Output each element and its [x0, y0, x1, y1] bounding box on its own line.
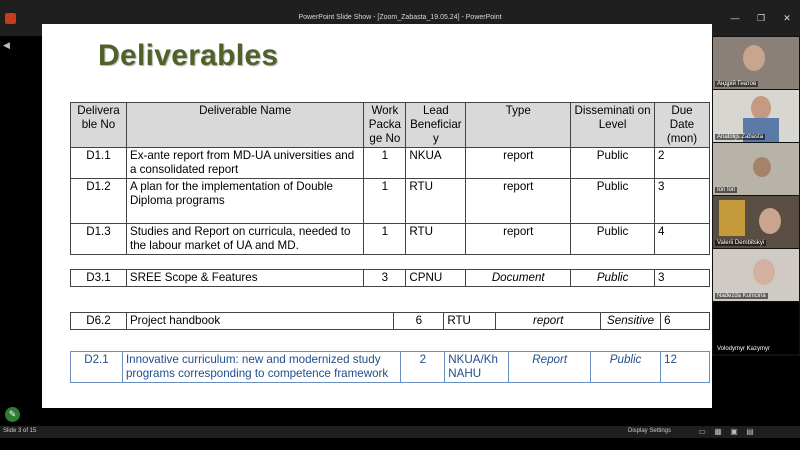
lead-beneficiary: RTU — [406, 224, 466, 255]
due-date: 12 — [661, 352, 710, 383]
slide-title: Deliverables — [98, 39, 279, 72]
participant-name: Anatolijs Zabasta — [717, 134, 764, 140]
window-controls — [722, 10, 800, 26]
work-package: 3 — [364, 270, 406, 287]
deliverable-type: report — [466, 224, 571, 255]
participant-video-tile[interactable] — [713, 249, 799, 301]
reading-view-icon[interactable]: ▣ — [730, 427, 738, 436]
deliverable-type: report — [466, 148, 571, 179]
table-row — [71, 352, 710, 383]
lead-beneficiary: NKUA/Kh NAHU — [445, 352, 509, 383]
deliverable-no: D6.2 — [71, 313, 127, 330]
bottom-band — [0, 438, 800, 450]
pen-tool-icon[interactable]: ✎ — [5, 407, 20, 422]
due-date: 4 — [655, 224, 710, 255]
header-type: Type — [466, 103, 571, 148]
work-package: 1 — [364, 179, 406, 224]
deliverables-table-d21 — [70, 351, 710, 383]
icon-picture — [719, 200, 745, 236]
due-date: 2 — [655, 148, 710, 179]
participant-video-tile[interactable] — [713, 196, 799, 248]
table-header-row — [71, 103, 710, 148]
participant-video-tile[interactable] — [713, 143, 799, 195]
deliverable-name: A plan for the implementation of Double Diploma programs — [126, 179, 363, 224]
deliverable-name: Project handbook — [126, 313, 393, 330]
deliverable-name: SREE Scope & Features — [126, 270, 364, 287]
header-lead-beneficiary: Lead Beneficiar y — [406, 103, 466, 148]
minimize-button[interactable]: — — [730, 13, 740, 23]
header-deliverable-name: Deliverable Name — [126, 103, 363, 148]
deliverables-table-d31 — [70, 269, 710, 287]
participant-face — [759, 208, 781, 234]
normal-view-icon[interactable]: ▭ — [698, 427, 706, 436]
participant-video-tile[interactable] — [713, 90, 799, 142]
work-package: 6 — [394, 313, 444, 330]
view-buttons — [694, 427, 758, 436]
participant-face — [753, 157, 771, 177]
lead-beneficiary: NKUA — [406, 148, 466, 179]
dissemination-level: Public — [571, 179, 655, 224]
status-bar — [0, 426, 800, 438]
table-row — [71, 313, 710, 330]
deliverable-no: D1.2 — [71, 179, 127, 224]
dissemination-level: Public — [571, 148, 655, 179]
table-row — [71, 148, 710, 179]
participant-name: Ion Ion — [717, 187, 736, 193]
due-date: 3 — [655, 270, 710, 287]
deliverable-name: Innovative curriculum: new and modernized study programs corresponding to competence framework — [122, 352, 400, 383]
due-date: 6 — [661, 313, 710, 330]
slide-canvas — [42, 24, 712, 408]
deliverable-no: D2.1 — [71, 352, 123, 383]
participant-face — [743, 45, 765, 71]
deliverable-type: Document — [466, 270, 571, 287]
table-row — [71, 224, 710, 255]
work-package: 1 — [364, 224, 406, 255]
deliverable-no: D1.1 — [71, 148, 127, 179]
participant-face — [753, 259, 775, 285]
header-due-date: Due Date (mon) — [655, 103, 710, 148]
participant-name: Volodymyr Kazymyr — [717, 346, 771, 352]
dissemination-level: Public — [591, 352, 661, 383]
participant-face — [751, 96, 771, 120]
previous-slide-icon[interactable]: ◀ — [3, 40, 10, 50]
participant-name: Nadezda Kunicina — [717, 293, 766, 299]
participant-name: Андрій Гнатов — [717, 81, 757, 87]
lead-beneficiary: CPNU — [406, 270, 466, 287]
participant-video-tile[interactable] — [713, 37, 799, 89]
deliverables-table-d62 — [70, 312, 710, 330]
header-work-package: Work Packa ge No — [364, 103, 406, 148]
deliverable-type: report — [496, 313, 601, 330]
dissemination-level: Public — [571, 270, 655, 287]
lead-beneficiary: RTU — [444, 313, 496, 330]
window-title: PowerPoint Slide Show - [Zoom_Zabasta_19.05.24] - PowerPoint — [298, 14, 502, 21]
header-deliverable-no: Delivera ble No — [71, 103, 127, 148]
deliverable-type: Report — [509, 352, 591, 383]
participants-panel — [712, 36, 800, 356]
work-package: 2 — [401, 352, 445, 383]
participant-name: Valerii Dembitskyi — [717, 240, 765, 246]
close-button[interactable]: ✕ — [783, 13, 791, 23]
slideshow-icon[interactable]: ▤ — [746, 427, 754, 436]
deliverable-no: D3.1 — [71, 270, 127, 287]
slide-sorter-icon[interactable]: ▦ — [714, 427, 722, 436]
table-row — [71, 270, 710, 287]
deliverable-type: report — [466, 179, 571, 224]
deliverable-name: Studies and Report on curricula, needed to the labour market of UA and MD. — [126, 224, 363, 255]
table-row — [71, 179, 710, 224]
deliverables-table — [70, 102, 710, 255]
dissemination-level: Sensitive — [601, 313, 661, 330]
participant-video-tile[interactable] — [713, 302, 799, 354]
work-package: 1 — [364, 148, 406, 179]
slide-counter: Slide 3 of 15 — [3, 428, 37, 434]
restore-button[interactable]: ❐ — [756, 13, 766, 23]
deliverable-name: Ex-ante report from MD-UA universities and a consolidated report — [126, 148, 363, 179]
lead-beneficiary: RTU — [406, 179, 466, 224]
deliverable-no: D1.3 — [71, 224, 127, 255]
dissemination-level: Public — [571, 224, 655, 255]
due-date: 3 — [655, 179, 710, 224]
header-dissemination-level: Disseminati on Level — [571, 103, 655, 148]
display-settings-button[interactable]: Display Settings — [628, 428, 672, 434]
